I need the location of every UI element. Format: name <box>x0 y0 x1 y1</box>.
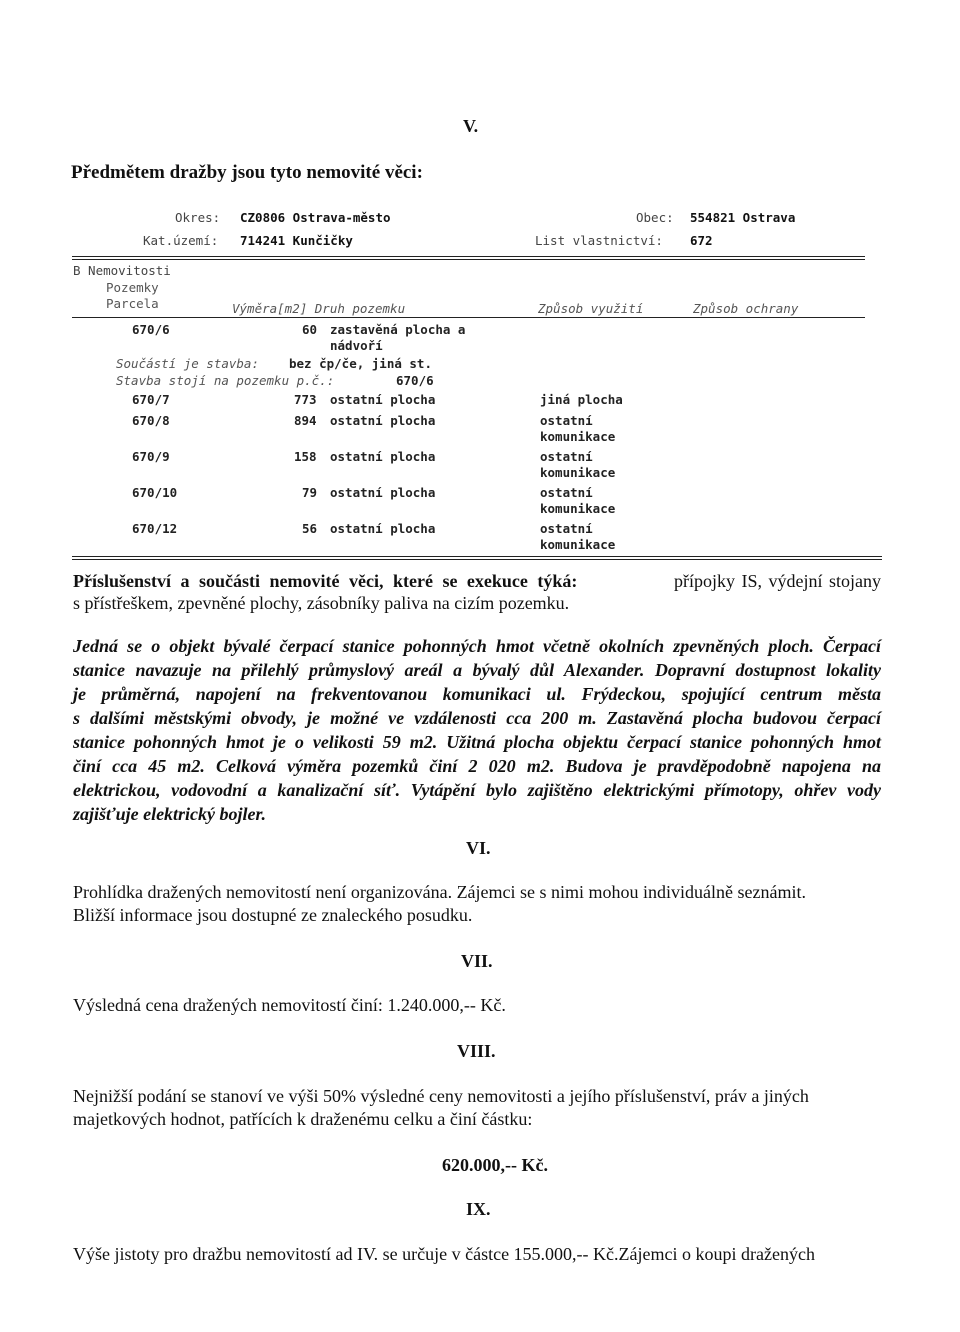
katuzemi-value: 714241 Kunčičky <box>240 233 353 248</box>
row-5-parcela: 670/10 <box>132 485 178 500</box>
row-5-vyuziti-line1: ostatní <box>540 485 593 500</box>
prislusenstvi-bold: Příslušenství a součásti nemovité věci, které se exekuce týká: <box>73 571 578 591</box>
row-6-druh: ostatní plocha <box>330 521 436 536</box>
ix-line1: Výše jistoty pro dražbu nemovitostí ad IV. se určuje v částce 155.000,-- Kč.Zájemci o koupi dražených <box>73 1244 815 1264</box>
prislusenstvi-rest: přípojky IS, výdejní stojany <box>674 571 881 591</box>
description <box>73 636 881 828</box>
row-1-vymera: 60 <box>302 322 318 337</box>
viii-line1: Nejnižší podání se stanoví ve výši 50% výsledné ceny nemovitosti a jejího příslušenství, práv a jiných <box>73 1086 809 1106</box>
obec-value: 554821 Ostrava <box>690 210 796 225</box>
row-4-vyuziti-line1: ostatní <box>540 449 593 464</box>
description-line-1: Jedná se o objekt bývalé čerpací stanice pohonných hmot včetně okolních zpevněných ploch. Čerpací <box>73 636 881 656</box>
row-2-vyuziti: jiná plocha <box>540 392 623 407</box>
row-6-parcela: 670/12 <box>132 521 178 536</box>
col-zpusob-ochrany: Způsob ochrany <box>693 301 799 316</box>
col-parcela: Parcela <box>106 296 159 311</box>
section-vii-heading: VII. <box>461 951 493 971</box>
vi-line2: Bližší informace jsou dostupné ze znaleckého posudku. <box>73 905 473 925</box>
okres-value: CZ0806 Ostrava-město <box>240 210 391 225</box>
divider-header <box>72 317 865 318</box>
lv-value: 672 <box>690 233 713 248</box>
row-4-parcela: 670/9 <box>132 449 170 464</box>
row-4-vyuziti-line2: komunikace <box>540 465 616 480</box>
description-line-6: činí cca 45 m2. Celková výměra pozemků činí 2 020 m2. Budova je pravděpodobně napojena na <box>73 756 881 776</box>
divider-top-2 <box>72 259 865 260</box>
b-nemovitosti <box>73 263 171 278</box>
section-viii-heading: VIII. <box>457 1041 496 1061</box>
description-line-4: s dalšími městskými obvody, je možné ve vzdálenosti cca 200 m. Zastavěná plocha budovou čerpací <box>73 708 881 728</box>
stavba-label: Stavba stojí na pozemku p.č.: <box>116 373 335 388</box>
description-line-3: je průměrná, napojení na frekventovanou komunikaci ul. Frýdeckou, spojující centrum města <box>73 684 881 704</box>
lv-label: List vlastnictví: <box>535 233 663 248</box>
row-3-druh: ostatní plocha <box>330 413 436 428</box>
row-5-druh: ostatní plocha <box>330 485 436 500</box>
okres-label: Okres: <box>175 210 221 225</box>
description-line-5: stanice pohonných hmot je o velikosti 59 m2. Užitná plocha objektu čerpací stanice pohonných hmot <box>73 732 881 752</box>
obec-label: Obec: <box>636 210 674 225</box>
b-nemovitosti-text: B Nemovitosti <box>73 263 171 278</box>
soucasti-label: Součástí je stavba: <box>116 356 259 371</box>
row-4-vymera: 158 <box>294 449 317 464</box>
prislusenstvi-line2: s přístřeškem, zpevněné plochy, zásobníky paliva na cizím pozemku. <box>73 593 570 613</box>
row-6-vyuziti-line2: komunikace <box>540 537 616 552</box>
soucasti-value: bez čp/če, jiná st. <box>289 356 432 371</box>
pozemky-label: Pozemky <box>106 280 159 295</box>
intro-heading: Předmětem dražby jsou tyto nemovité věci: <box>71 162 423 183</box>
description-line-7: elektrickou, vodovodní a kanalizační síť. Vytápění bylo zajištěno elektrickými přímotopy, ohřev vody <box>73 780 881 800</box>
divider-bottom-2 <box>72 559 882 560</box>
row-2-parcela: 670/7 <box>132 392 170 407</box>
katuzemi-label: Kat.území: <box>143 233 219 248</box>
row-3-vyuziti-line2: komunikace <box>540 429 616 444</box>
divider-bottom-1 <box>72 556 882 557</box>
row-3-vyuziti-line1: ostatní <box>540 413 593 428</box>
prislusenstvi-line1 <box>73 570 881 593</box>
row-2-vymera: 773 <box>294 392 317 407</box>
row-6-vymera: 56 <box>302 521 318 536</box>
section-ix-heading: IX. <box>466 1199 491 1219</box>
description-line-2: stanice navazuje na přilehlý průmyslový areál a bývalý důl Alexander. Dopravní dostupnost lokality <box>73 660 881 680</box>
col-zpusob-vyuziti: Způsob využití <box>538 301 644 316</box>
row-1-druh-line2: nádvoří <box>330 338 383 353</box>
vii-text: Výsledná cena dražených nemovitostí činí: 1.240.000,-- Kč. <box>73 995 506 1015</box>
viii-line2: majetkových hodnot, patřících k draženému celku a činí částku: <box>73 1109 533 1129</box>
row-5-vymera: 79 <box>302 485 318 500</box>
description-line-8: zajišťuje elektrický bojler. <box>73 804 267 824</box>
stavba-value: 670/6 <box>396 373 434 388</box>
row-3-vymera: 894 <box>294 413 317 428</box>
section-vi-heading: VI. <box>466 838 491 858</box>
row-4-druh: ostatní plocha <box>330 449 436 464</box>
section-v-heading: V. <box>463 116 479 136</box>
divider-top-1 <box>72 256 865 257</box>
row-1-parcela: 670/6 <box>132 322 170 337</box>
col-vymera-druh: Výměra[m2] Druh pozemku <box>232 301 406 316</box>
vi-line1: Prohlídka dražených nemovitostí není organizována. Zájemci se s nimi mohou individuálně seznámit. <box>73 882 806 902</box>
viii-amount: 620.000,-- Kč. <box>442 1155 548 1175</box>
row-5-vyuziti-line2: komunikace <box>540 501 616 516</box>
row-2-druh: ostatní plocha <box>330 392 436 407</box>
row-3-parcela: 670/8 <box>132 413 170 428</box>
row-1-druh-line1: zastavěná plocha a <box>330 322 466 337</box>
row-6-vyuziti-line1: ostatní <box>540 521 593 536</box>
